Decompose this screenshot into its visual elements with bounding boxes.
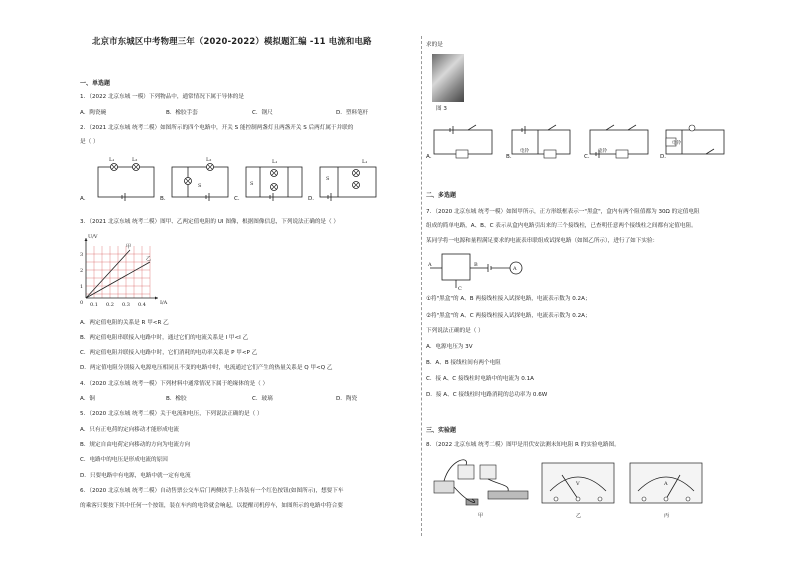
q7-ask: 下列说法正确的是（ ） <box>426 328 484 334</box>
question-8: 8．（2022 北京东城 统考二模）图甲是用伏安法测未知电阻 R 的实验电路图。 <box>426 442 620 448</box>
q3-option-c: C．两定值电阻并联接入电路中时，它们消耗的电功率关系是 P 甲<P 乙 <box>80 350 258 356</box>
svg-text:S: S <box>326 176 330 182</box>
question-1: 1．（2022 北京东城 一模）下列物品中，通常情况下属于导体的是 <box>80 94 244 100</box>
q2-option-d: D． <box>308 196 318 202</box>
svg-text:V: V <box>576 481 580 487</box>
bell-label-d: 电铃 <box>672 141 681 146</box>
y-axis-label: U/V <box>88 234 98 240</box>
question-3: 3．（2021 北京东城 统考二模）图甲、乙两定值电阻的 UI 图像，根据图像信息，下列说法正确的是（ ） <box>80 219 339 225</box>
bell-circuit-b <box>508 122 576 158</box>
svg-text:L₂: L₂ <box>206 157 212 163</box>
ammeter-bing <box>626 455 706 519</box>
svg-text:S: S <box>250 181 254 187</box>
page-title: 北京市东城区中考物理三年（2020-2022）模拟题汇编 -11 电流和电路 <box>92 36 372 46</box>
figure-3-caption: 图 3 <box>436 106 447 112</box>
question-4: 4．（2020 北京东城 统考一模）下列材料中通常情况下属于绝缘体的是（ ） <box>80 381 269 387</box>
q5-option-c: C．电路中的电压是形成电流的原因 <box>80 457 168 463</box>
q6-option-a: A． <box>426 154 436 160</box>
q5-option-b: B．规定自由电荷定向移动的方向为电流方向 <box>80 442 191 448</box>
q3-option-a: A．两定值电阻的关系是 R 甲<R 乙 <box>80 320 169 326</box>
q7-option-b: B．A、B 接线柱间有两个电阻 <box>426 360 501 366</box>
q7-option-c: C．接 A、C 接线柱时电路中的电流为 0.1A <box>426 376 535 382</box>
figure-bing-label: 丙 <box>664 513 670 519</box>
x-tick-0-2: 0.2 <box>106 302 114 308</box>
section-multi-choice: 二、多选题 <box>426 192 457 199</box>
q2-option-a: A． <box>80 196 90 202</box>
q7-option-d: D．接 A、C 接线柱时电路消耗的总功率为 0.6W <box>426 392 548 398</box>
apparatus-jia <box>430 455 534 519</box>
q7-step-1: ①将"黑盒"的 A、B 两接线柱接入试探电路，电流表示数为 0.2A； <box>426 296 591 302</box>
q7-step-2: ②将"黑盒"的 A、C 两接线柱接入试探电路，电流表示数为 0.2A； <box>426 313 591 319</box>
circuit-c <box>242 155 312 205</box>
q6-option-d: D． <box>660 154 670 160</box>
section-experiment: 三、实验题 <box>426 427 457 434</box>
q4-option-d: D．陶瓷 <box>336 396 358 402</box>
q5-option-a: A．只有正电荷的定向移动才能形成电流 <box>80 427 179 433</box>
q4-option-b: B．橡胶 <box>166 396 187 402</box>
q7-option-a: A．电源电压为 3V <box>426 344 473 350</box>
svg-text:L₁: L₁ <box>109 157 115 163</box>
y-tick-2: 2 <box>80 268 84 274</box>
circuit-a <box>94 155 164 205</box>
q2-option-c: C． <box>234 196 244 202</box>
q2-option-b: B． <box>160 196 170 202</box>
x-tick-0-1: 0.1 <box>90 302 98 308</box>
svg-text:L₂: L₂ <box>132 157 138 163</box>
x-tick-0-4: 0.4 <box>138 302 146 308</box>
terminal-c: C <box>458 286 462 292</box>
q4-option-c: C．玻璃 <box>252 396 273 402</box>
svg-text:L₁: L₁ <box>272 159 278 165</box>
y-tick-1: 1 <box>80 284 84 290</box>
figure-jia-label: 甲 <box>478 513 484 519</box>
series-jia-label: 甲 <box>126 244 132 250</box>
question-6-line1: 6．（2020 北京东城 统考二模）自动售票公交车后门两侧扶手上各装有一个红色按钮(如图所示)，想要下车 <box>80 488 344 494</box>
circuit-d <box>316 155 386 205</box>
figure-yi-label: 乙 <box>576 513 582 519</box>
question-7-line2: 组成的简单电路，A、B、C 表示从盒内电路引出来的三个接线柱，已查明任意两个接线柱之间都有定值电阻。 <box>426 223 697 229</box>
question-7-line1: 7．（2020 北京东城 统考一模）如图甲所示，正方形纸框表示一"黑盒"，盒内有两个阻值都为 30Ω 的定值电阻 <box>426 209 700 215</box>
terminal-a: A <box>428 262 432 268</box>
q3-option-b: B．两定值电阻串联接入电路中时，通过它们的电流关系是 I 甲<I 乙 <box>80 335 249 341</box>
svg-text:S: S <box>198 183 202 189</box>
bell-label-b: 电铃 <box>520 149 529 154</box>
right-column <box>426 0 756 562</box>
ui-graph <box>80 232 170 310</box>
q1-option-c: C．钢尺 <box>252 110 273 116</box>
circuit-b <box>168 155 238 205</box>
section-single-choice: 一、单选题 <box>80 80 111 87</box>
question-5: 5．（2020 北京东城 统考二模）关于电流和电压，下列说法正确的是（ ） <box>80 411 263 417</box>
q1-option-b: B．橡胶手套 <box>166 110 198 116</box>
question-6-line3: 求的是 <box>426 42 443 48</box>
svg-text:A: A <box>664 481 668 487</box>
q4-option-a: A．铜 <box>80 396 96 402</box>
question-2-cont: 是（ ） <box>80 139 99 145</box>
x-tick-0-3: 0.3 <box>122 302 130 308</box>
voltmeter-yi <box>538 455 618 519</box>
q6-option-c: C． <box>584 154 594 160</box>
x-axis-label: I/A <box>160 300 168 306</box>
column-divider <box>421 36 422 536</box>
bell-circuit-c <box>586 122 654 158</box>
bus-handrail-photo <box>432 54 464 102</box>
question-2: 2．（2021 北京东城 统考二模）如图所示的四个电路中，开关 S 能控制两盏灯且两盏开关 S 后两灯属于并联的 <box>80 125 354 131</box>
left-column <box>80 0 420 562</box>
y-tick-3: 3 <box>80 252 84 258</box>
black-box-diagram <box>426 250 536 292</box>
series-yi-label: 乙 <box>146 256 152 262</box>
origin-label: 0 <box>80 300 84 306</box>
question-6-line2: 的乘客只要按下其中任何一个按钮，装在车内的电铃就会响起，以提醒司机停车，如图所示的电路中符合要 <box>80 503 343 509</box>
bell-circuit-a <box>430 122 498 158</box>
svg-text:L₁: L₁ <box>362 159 368 165</box>
question-7-line3: 某同学将一电源和量程满足要求的电流表串联组成试探电路（如图乙所示），进行了如下实验： <box>426 238 659 244</box>
ammeter-symbol: A <box>513 266 517 272</box>
q5-option-d: D．只要电路中有电源，电路中就一定有电流 <box>80 473 191 479</box>
terminal-b: B <box>474 262 478 268</box>
q1-option-a: A．陶瓷碗 <box>80 110 107 116</box>
q6-option-b: B． <box>506 154 516 160</box>
q3-option-d: D．两定值电阻分别接入电源电压相同且不变的电路中时，电流通过它们产生的热量关系是 Q 甲<Q 乙 <box>80 365 333 371</box>
q1-option-d: D．塑料笔杆 <box>336 110 369 116</box>
bell-label-c: 电铃 <box>598 149 607 154</box>
